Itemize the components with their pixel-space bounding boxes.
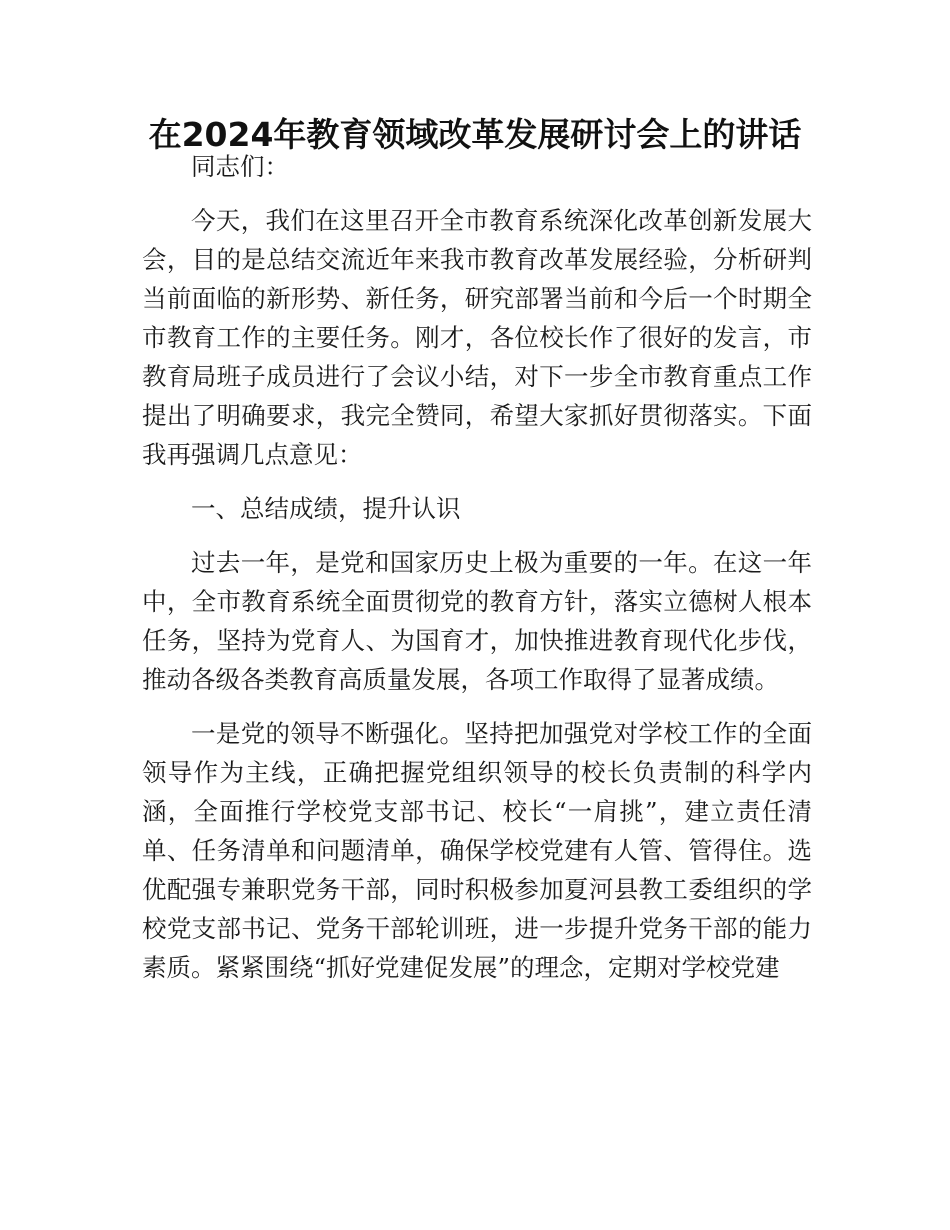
section-heading-1: 一、总结成绩，提升认识 bbox=[191, 494, 461, 523]
document-body bbox=[142, 147, 812, 987]
document-title: 在2024年教育领域改革发展研讨会上的讲话 bbox=[148, 115, 802, 154]
salutation: 同志们： bbox=[191, 152, 289, 181]
paragraph-intro: 今天，我们在这里召开全市教育系统深化改革创新发展大会，目的是总结交流近年来我市教育改革发展经验，分析研判当前面临的新形势、新任务，研究部署当前和今后一个时期全市教育工作的主要任务。刚才，各位校长作了很好的发言，市教育局班子成员进行了会议小结，对下一步全市教育重点工作提出了明确要求，我完全赞同，希望大家抓好贯彻落实。下面我再强调几点意见： bbox=[142, 206, 812, 469]
paragraph-achievements: 过去一年，是党和国家历史上极为重要的一年。在这一年中，全市教育系统全面贯彻党的教育方针，落实立德树人根本任务，坚持为党育人、为国育才，加快推进教育现代化步伐，推动各级各类教育高质量发展，各项工作取得了显著成绩。 bbox=[142, 548, 812, 694]
paragraph-item-1: 一是党的领导不断强化。坚持把加强党对学校工作的全面领导作为主线，正确把握党组织领导的校长负责制的科学内涵，全面推行学校党支部书记、校长“一肩挑”，建立责任清单、任务清单和问题清单，确保学校党建有人管、管得住。选优配强专兼职党务干部，同时积极参加夏河县教工委组织的学校党支部书记、党务干部轮训班，进一步提升党务干部的能力素质。紧紧围绕“抓好党建促发展”的理念，定期对学校党建 bbox=[142, 719, 812, 982]
